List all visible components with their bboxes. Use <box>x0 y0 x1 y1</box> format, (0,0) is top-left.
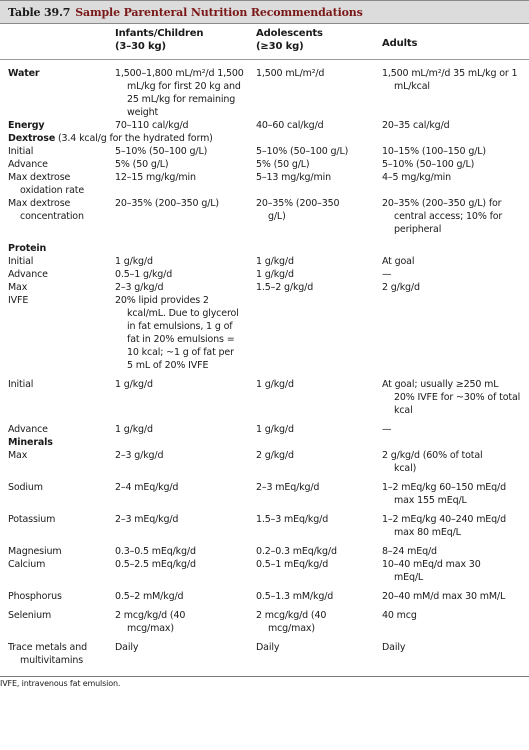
table-row <box>0 145 529 158</box>
cell-adolescents: 0.2–0.3 mEq/kg/d <box>256 546 337 557</box>
cell-adolescents: 1.5–2 g/kg/d <box>256 282 314 293</box>
cell-infants: 0.3–0.5 mEq/kg/d <box>115 546 196 557</box>
bottom-rule <box>0 676 529 677</box>
cell-infants: 1 g/kg/d <box>115 379 153 390</box>
table-row <box>0 609 529 641</box>
row-label: IVFE <box>8 295 29 306</box>
cell-adolescents: 1.5–3 mEq/kg/d <box>256 514 329 525</box>
table-row <box>0 268 529 281</box>
row-label: Max <box>8 282 28 293</box>
section-row <box>0 436 529 449</box>
cell-adults: — <box>382 269 392 280</box>
cell-adults: 40 mcg <box>382 610 417 621</box>
cell-adolescents: Daily <box>256 642 280 653</box>
cell-adolescents <box>256 294 382 378</box>
cell-adolescents: 2 mcg/kg/d (40 mcg/max) <box>256 610 327 634</box>
table-row <box>0 558 529 590</box>
table-row <box>0 171 529 197</box>
header-adults: Adults <box>382 38 418 49</box>
cell-infants: 0.5–2.5 mEq/kg/d <box>115 559 196 570</box>
table-number: Table 39.7 <box>8 5 71 19</box>
cell-adults: At goal; usually ≥250 mL 20% IVFE for ~30% of total kcal <box>382 379 521 416</box>
cell-infants: 2–3 g/kg/d <box>115 282 164 293</box>
section-row <box>0 242 529 255</box>
cell-adolescents: 1 g/kg/d <box>256 424 294 435</box>
table-row <box>0 60 529 120</box>
row-label: Selenium <box>8 610 52 621</box>
header-row <box>0 24 529 60</box>
cell-adolescents: 5–13 mg/kg/min <box>256 172 331 183</box>
cell-adults: Daily <box>382 642 406 653</box>
cell-infants: 2–4 mEq/kg/d <box>115 482 179 493</box>
row-label: Magnesium <box>8 546 62 557</box>
row-label: Initial <box>8 256 34 267</box>
cell-adults: 20–35% (200–350 g/L) for central access; 10% for peripheral <box>382 198 503 235</box>
row-label: Initial <box>8 146 34 157</box>
cell-infants: 12–15 mg/kg/min <box>115 172 196 183</box>
cell-adolescents: 2 g/kg/d <box>256 450 294 461</box>
cell-adolescents: 20–35% (200–350 g/L) <box>256 198 340 222</box>
cell-adolescents: 1 g/kg/d <box>256 379 294 390</box>
cell-infants: 2–3 mEq/kg/d <box>115 514 179 525</box>
cell-adolescents: 1,500 mL/m²/d <box>256 68 325 79</box>
row-label: Energy <box>8 120 45 131</box>
table-row <box>0 119 529 132</box>
cell-adolescents: 5–10% (50–100 g/L) <box>256 146 349 157</box>
table-row <box>0 281 529 294</box>
row-label: Max <box>8 450 28 461</box>
row-label: Advance <box>8 424 48 435</box>
cell-adults: 5–10% (50–100 g/L) <box>382 159 475 170</box>
cell-infants: 20% lipid provides 2 kcal/mL. Due to glycerol in fat emulsions, 1 g of fat in 20% emulsions = 10 kcal; ~1 g of fat per 5 mL of 20% IVFE <box>115 295 239 371</box>
cell-adults: 10–40 mEq/d max 30 mEq/L <box>382 559 481 583</box>
cell-adults: 1–2 mEq/kg 60–150 mEq/d max 155 mEq/L <box>382 482 506 506</box>
row-label: Trace metals and multivitamins <box>8 642 87 666</box>
cell-adults: 8–24 mEq/d <box>382 546 437 557</box>
section-row <box>0 132 529 145</box>
cell-adults: 1–2 mEq/kg 40–240 mEq/d max 80 mEq/L <box>382 514 506 538</box>
cell-infants: Daily <box>115 642 139 653</box>
table-row <box>0 294 529 378</box>
cell-adults: — <box>382 424 392 435</box>
cell-infants: 1,500–1,800 mL/m²/d 1,500 mL/kg for first 20 kg and 25 mL/kg for remaining weight <box>115 68 244 118</box>
header-blank <box>0 24 115 60</box>
cell-adults <box>382 294 529 378</box>
row-label: Phosphorus <box>8 591 62 602</box>
cell-infants: 2–3 g/kg/d <box>115 450 164 461</box>
table-caption <box>0 0 529 24</box>
row-label: Calcium <box>8 559 46 570</box>
table-footnote: IVFE, intravenous fat emulsion. <box>0 679 121 688</box>
section-heading-minerals: Minerals <box>8 437 53 448</box>
cell-adults: 10–15% (100–150 g/L) <box>382 146 486 157</box>
cell-infants: 0.5–2 mM/kg/d <box>115 591 184 602</box>
cell-adults: 20–35 cal/kg/d <box>382 120 450 131</box>
cell-adults: 1,500 mL/m²/d 35 mL/kg or 1 mL/kcal <box>382 68 518 92</box>
cell-adolescents: 5% (50 g/L) <box>256 159 310 170</box>
table-row <box>0 378 529 423</box>
cell-adolescents: 2–3 mEq/kg/d <box>256 482 320 493</box>
table-row <box>0 590 529 609</box>
table-row <box>0 423 529 436</box>
header-adolescents: Adolescents (≥30 kg) <box>256 28 323 52</box>
cell-adults: 4–5 mg/kg/min <box>382 172 452 183</box>
cell-infants: 1 g/kg/d <box>115 424 153 435</box>
cell-adolescents: 1 g/kg/d <box>256 269 294 280</box>
cell-adults: 2 g/kg/d (60% of total kcal) <box>382 450 483 474</box>
cell-infants: 70–110 cal/kg/d <box>115 120 189 131</box>
section-heading-dextrose: Dextrose (3.4 kcal/g for the hydrated form) <box>8 133 213 144</box>
nutrition-table <box>0 24 529 673</box>
cell-adults: 20–40 mM/d max 30 mM/L <box>382 591 506 602</box>
table-row <box>0 641 529 673</box>
row-label: Advance <box>8 159 48 170</box>
table-row <box>0 255 529 268</box>
row-label: Potassium <box>8 514 56 525</box>
section-heading-protein: Protein <box>8 243 47 254</box>
cell-infants: 5% (50 g/L) <box>115 159 169 170</box>
table-row <box>0 449 529 481</box>
cell-adolescents: 1 g/kg/d <box>256 256 294 267</box>
cell-adolescents: 40–60 cal/kg/d <box>256 120 324 131</box>
row-label: Water <box>8 68 40 79</box>
cell-adults: At goal <box>382 256 415 267</box>
table-row <box>0 481 529 513</box>
table-row <box>0 197 529 242</box>
header-infants: Infants/Children (3–30 kg) <box>115 28 204 52</box>
row-label: Advance <box>8 269 48 280</box>
row-label: Max dextrose concentration <box>8 198 84 222</box>
cell-adolescents: 0.5–1 mEq/kg/d <box>256 559 329 570</box>
cell-infants: 20–35% (200–350 g/L) <box>115 198 219 209</box>
cell-adolescents: 0.5–1.3 mM/kg/d <box>256 591 334 602</box>
table-row <box>0 545 529 558</box>
cell-infants: 0.5–1 g/kg/d <box>115 269 173 280</box>
cell-infants: 5–10% (50–100 g/L) <box>115 146 208 157</box>
table-title: Sample Parenteral Nutrition Recommendations <box>75 5 363 19</box>
cell-infants: 1 g/kg/d <box>115 256 153 267</box>
cell-infants: 2 mcg/kg/d (40 mcg/max) <box>115 610 186 634</box>
row-label: Initial <box>8 379 34 390</box>
cell-adults: 2 g/kg/d <box>382 282 420 293</box>
table-row <box>0 513 529 545</box>
row-label: Sodium <box>8 482 43 493</box>
table-row <box>0 158 529 171</box>
row-label: Max dextrose oxidation rate <box>8 172 85 196</box>
